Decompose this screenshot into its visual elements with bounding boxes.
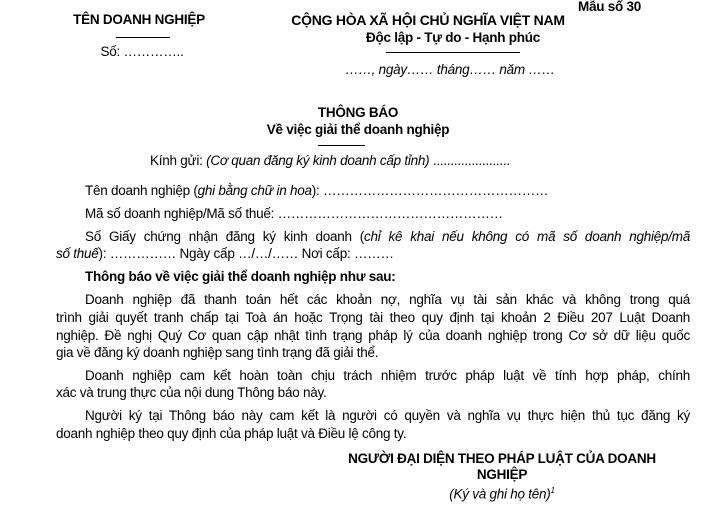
field-label: Số Giấy chứng nhận đăng ký kinh doanh ( — [85, 229, 365, 244]
paragraph-line: doanh nghiệp theo quy định của pháp luật và Điều lệ công ty. — [56, 426, 407, 441]
certificate-field-line2 — [56, 245, 690, 263]
motto: Độc lập - Tự do - Hạnh phúc — [365, 30, 541, 45]
recipient-dots: ...................... — [429, 153, 510, 168]
document-subtitle: Về việc giải thể doanh nghiệp — [266, 122, 450, 137]
signature-note-text: (Ký và ghi họ tên) — [449, 486, 551, 502]
document-number: Số: ………….. — [100, 44, 184, 59]
signature-title-cont: NGHIỆP — [476, 467, 528, 482]
document-title: THÔNG BÁO — [317, 105, 399, 120]
signature-title: NGƯỜI ĐẠI DIỆN THEO PHÁP LUẬT CỦA DOANH — [348, 451, 656, 466]
divider — [318, 145, 365, 146]
company-name-field — [85, 182, 548, 199]
paragraph-line: xác và trung thực của nội dung Thông báo này. — [56, 385, 327, 400]
footnote-marker: 1 — [550, 486, 555, 495]
field-hint: ghi bằng chữ in hoa — [197, 183, 312, 198]
paragraph-line: Người ký tại Thông báo này cam kết là người có quyền và nghĩa vụ thực hiện thủ tục đăng ký — [85, 408, 690, 423]
field-label: Tên doanh nghiệp ( — [85, 183, 198, 198]
date-line: ……, ngày…… tháng…… năm …… — [345, 62, 555, 77]
field-dots: ): …………………………………………… — [311, 183, 549, 198]
divider — [386, 52, 520, 53]
certificate-field-line1 — [85, 228, 690, 246]
field-hint: chỉ kê khai nếu không có mã số doanh nghiệp/mã — [364, 229, 690, 244]
form-number: Mẫu số 30 — [578, 0, 642, 14]
paragraph-line: nghiệp. Đề nghị Quý Cơ quan cập nhật tình trạng pháp lý của doanh nghiệp trong Cơ sở dữ liệu quốc — [56, 328, 690, 343]
paragraph-line: Doanh nghiệp đã thanh toán hết các khoản nợ, nghĩa vụ tài sản khác và không trong quá — [85, 292, 690, 307]
paragraph-line: gia về đăng ký doanh nghiệp sang tình trạng đã giải thể. — [56, 345, 379, 360]
section-heading: Thông báo về việc giải thể doanh nghiệp như sau: — [85, 269, 396, 284]
paragraph-line: Doanh nghiệp cam kết hoàn toàn chịu trách nhiệm trước pháp luật về tính hợp pháp, chính — [85, 368, 690, 383]
paragraph-line: trình giải quyết tranh chấp tại Toà án hoặc Trọng tài theo quy định tại khoản 2 Điều 207 Luật Doanh — [56, 310, 690, 325]
country-name: CỘNG HÒA XÃ HỘI CHỦ NGHĨA VIỆT NAM — [291, 12, 565, 28]
tax-code-field: Mã số doanh nghiệp/Mã số thuế: …………………………………………… — [85, 206, 503, 221]
field-hint: số thuế — [56, 246, 99, 261]
recipient-line — [150, 152, 510, 169]
field-dots: ): …………… Ngày cấp …/…/…… Nơi cấp: ……… — [98, 246, 394, 261]
recipient-value: (Cơ quan đăng ký kinh doanh cấp tỉnh) — [206, 153, 430, 168]
divider — [116, 37, 170, 38]
recipient-label: Kính gửi: — [150, 153, 207, 168]
signature-note — [449, 482, 555, 503]
company-name-header: TÊN DOANH NGHIỆP — [73, 12, 205, 27]
